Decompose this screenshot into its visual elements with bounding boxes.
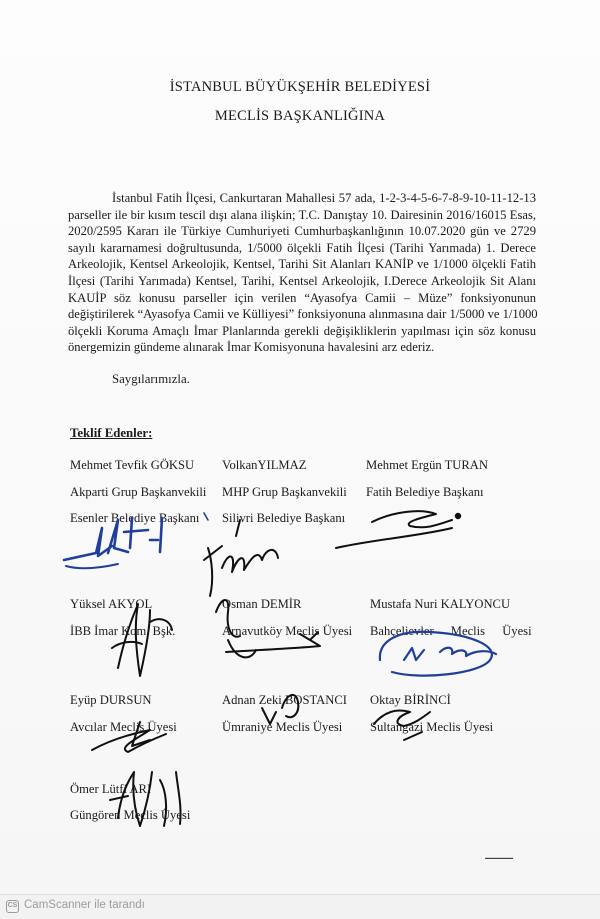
signatory-name: Osman DEMİR [222, 597, 302, 611]
signatory-title: Sultangazi Meclis Üyesi [370, 720, 494, 734]
scanner-stamp: ▬▬▬▬▬▬▬ [485, 855, 513, 860]
signatory-name: VolkanYILMAZ [222, 458, 307, 472]
signatory-title: MHP Grup Başkanvekili [222, 485, 347, 499]
signature-turan [336, 511, 460, 548]
document-title: İSTANBUL BÜYÜKŞEHİR BELEDİYESİ [169, 79, 431, 95]
signatory-title: Esenler Belediye Başkanı [70, 511, 200, 525]
signatory-title: Akparti Grup Başkanvekili [70, 485, 207, 499]
signatory-name: Eyüp DURSUN [70, 693, 152, 707]
signatory-name: Oktay BİRİNCİ [370, 693, 451, 707]
signatory-title: İBB İmar Kom. Bşk. [70, 624, 176, 638]
signatory-title: Fatih Belediye Başkanı [366, 485, 484, 499]
camscanner-logo-icon: CS [6, 900, 19, 913]
body-line: sayılı kararnamesi doğrultusunda, 1/5000 ölçekli Fatih İlçesi (Tarihi Yarımada) 1. Derece [68, 240, 536, 255]
body-line: ölçekli Koruma Amaçlı İmar Planlarında gerekli değişikliklerin yapılması için söz konusu [68, 323, 536, 338]
signatory-name: Mehmet Ergün TURAN [366, 458, 488, 472]
body-line: KAUİP söz konusu parseller için verilen “Ayasofya Camii – Müze” fonksiyonunun [68, 290, 536, 305]
body-line: değiştirilerek “Ayasofya Camii ve Külliyesi” fonksiyonuna alınmasına dair 1/5000 ve 1/1000 [68, 307, 538, 322]
signatory-title: Silivri Belediye Başkanı [222, 511, 346, 525]
body-line: İstanbul Fatih İlçesi, Cankurtaran Mahallesi 57 ada, 1-2-3-4-5-6-7-8-9-10-11-12-13 [112, 191, 536, 205]
signatory-title: Arnavutköy Meclis Üyesi [222, 624, 353, 638]
signatory-name: Ömer Lütfi ARI [70, 782, 152, 796]
signature-yilmaz [204, 520, 278, 596]
signatory-title: Güngören Meclis Üyesi [70, 808, 191, 822]
proposers-heading: Teklif Edenler: [70, 426, 153, 440]
signatory-name: Mustafa Nuri KALYONCU [370, 597, 511, 611]
body-paragraph [68, 190, 536, 356]
addressee: MECLİS BAŞKANLIĞINA [214, 108, 386, 124]
body-line: İlçesi (Tarihi Yarımada) Kentsel, Tarihi, Kentsel Arkeolojik, I.Derece Arkeolojik Sit Alanı [68, 273, 536, 288]
signatory-title: Ümraniye Meclis Üyesi [222, 720, 343, 734]
body-line: 2020/2595 Kararı ile Türkiye Cumhuriyeti Cumhurbaşkanlığının 10.07.2020 gün ve 2729 [68, 224, 536, 239]
body-line: Arkeolojik, Kentsel Arkeolojik, Kentsel, Tarihi Sit Alanları KANİP ve 1/1000 ölçekli Fatih [68, 257, 536, 272]
signatory-name: Mehmet Tevfik GÖKSU [70, 458, 195, 472]
scan-footer [0, 894, 600, 919]
body-line: önergemizin gündeme alınarak İmar Komisyonuna havalesini arz ederiz. [68, 340, 435, 355]
signatory-title: Avcılar Meclis Üyesi [70, 720, 177, 734]
signatory-title: Bahçelievler Meclis Üyesi [370, 624, 532, 638]
signatory-name: Yüksel AKYOL [70, 597, 153, 611]
signature-akyol [112, 604, 172, 676]
signatory-name: Adnan Zeki BOSTANCI [222, 693, 347, 707]
scan-footer-text: CamScanner ile tarandı [24, 899, 145, 911]
body-line: parseller ile bir kısım tescil dışı alana ilişkin; T.C. Danıştay 10. Dairesinin 2016/16015 Esas, [68, 207, 536, 222]
closing-salutation: Saygılarımızla. [112, 372, 190, 386]
